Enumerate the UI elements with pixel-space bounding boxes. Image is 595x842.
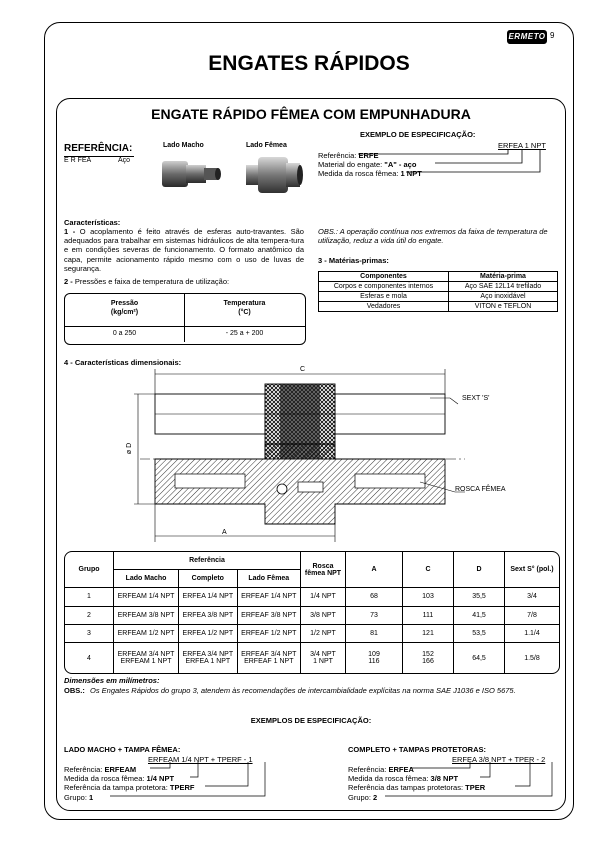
- table-row: Corpos e componentes internos Aço SAE 12L14 trefilado: [319, 282, 558, 292]
- example-left-leaders: [110, 760, 280, 805]
- example-right-code: ERFEA 3/8 NPT + TPER - 2: [452, 755, 546, 764]
- temperature-obs: OBS.: A operação contínua nos extremos da faixa de temperatura de utilização, reduz a vida útil do engate.: [318, 227, 548, 246]
- lado-macho-label: Lado Macho: [163, 142, 204, 149]
- lado-femea-label: Lado Fêmea: [246, 142, 287, 149]
- dimension-table-frame: [64, 551, 560, 674]
- materials-col-material: Matéria-prima: [449, 272, 558, 282]
- examples-heading: EXEMPLOS DE ESPECIFICAÇÃO:: [250, 716, 372, 725]
- dim-label-d: ø D: [126, 442, 134, 455]
- dim-label-a: A: [222, 529, 227, 536]
- example-left-title: LADO MACHO + TAMPA FÊMEA:: [64, 745, 181, 754]
- pressure-value: 0 a 250: [112, 330, 137, 337]
- pressure-table: [64, 293, 306, 345]
- characteristics-item-1: 1 - O acoplamento é feito através de esferas auto-travantes. São adequados para trabalhar em sistemas hidráulicos de alta tempera-tura e em condições severas de funcionamento. O formato anatômico da capa, permite acionamento rápido mesmo com o uso de luvas de segurança.: [64, 227, 304, 273]
- page-number: 9: [550, 31, 555, 40]
- cross-section-drawing: [120, 364, 560, 549]
- dim-label-c: C: [300, 366, 306, 373]
- dim-label-sext: SEXT 'S': [462, 395, 490, 402]
- dimension-units-note: Dimensões em milímetros:: [64, 676, 160, 685]
- reference-material: Aço: [118, 157, 131, 164]
- table-row: Esferas e mola Aço inoxidável: [319, 292, 558, 302]
- brand-logo: ERMETO: [507, 30, 547, 44]
- table-row: 2 ERFEAM 3/8 NPT ERFEA 3/8 NPT ERFEAF 3/8 NPT 3/8 NPT 73 111 41,5 7/8: [65, 606, 559, 624]
- table-row: 1 ERFEAM 1/4 NPT ERFEA 1/4 NPT ERFEAF 1/4 NPT 1/4 NPT 68 103 35,5 3/4: [65, 588, 559, 606]
- pressure-header: Pressão (kg/cm²): [110, 300, 139, 316]
- spec-line: Material do engate: "A" - aço: [318, 160, 417, 170]
- reference-heading: REFERÊNCIA:: [64, 143, 133, 154]
- spec-line: Referência: ERFE: [318, 151, 379, 160]
- characteristics-heading: Características:: [64, 218, 121, 227]
- spec-line: Medida da rosca fêmea: 1 NPT: [318, 169, 422, 179]
- spec-example-heading: EXEMPLO DE ESPECIFICAÇÃO:: [360, 130, 476, 139]
- example-right-leaders: [380, 760, 560, 805]
- page-title: ENGATES RÁPIDOS: [208, 52, 410, 75]
- reference-code: E R FEA: [64, 157, 92, 164]
- materials-col-components: Componentes: [319, 272, 449, 282]
- spec-example-code: ERFEA 1 NPT: [498, 141, 546, 150]
- obs-text: Os Engates Rápidos do grupo 3, atendem às recomendações de intercambialidade explícitas na norma SAE J1036 e ISO 5675.: [90, 686, 516, 695]
- section-subtitle: ENGATE RÁPIDO FÊMEA COM EMPUNHADURA: [151, 106, 471, 122]
- female-coupling-photo: [244, 153, 304, 197]
- example-right-title: COMPLETO + TAMPAS PROTETORAS:: [348, 745, 486, 754]
- table-row: 4 ERFEAM 3/4 NPT ERFEAM 1 NPT ERFEA 3/4 NPT ERFEA 1 NPT ERFEAF 3/4 NPT ERFEAF 1 NPT 3/4 NPT 1 NPT 109 116 152 166 64,5 1.5/8: [65, 643, 559, 673]
- dim-label-rosca: ROSCA FÊMEA: [455, 486, 506, 493]
- dimension-table: Grupo Referência Rosca fêmea NPT A C D Sext S° (pol.) Lado Macho Completo Lado Fêmea 1 ERFEAM 1/4 NPT ERFEA 1/4 NPT ERFEAF 1/4 NPT 1/4 NPT 68 103 35,5 3/4 2 ERFEAM 3/8 NPT ERFEA 3/8 NPT ERFEAF 3/8 NPT 3/8 NPT 73 111 41,5 7/8 3 ERFEAM 1/2 NPT ERFEA 1/2 NPT ERFEAF 1/2 NPT 1/2 NPT 81 121 53,5 1.1/4 4 ERFEAM 3/4 NPT ERFEAM 1 NPT ERFEA 3/4 NPT ERFEA 1 NPT ERFEAF 3/4 NPT ERFEAF 1 NPT 3/4 NPT 1 NPT 109 116 152 166 64,5 1.5/8: [65, 552, 559, 673]
- dimensions-heading: 4 - Características dimensionais:: [64, 358, 182, 367]
- spec-leader-lines: [350, 146, 560, 186]
- temperature-header: Temperatura (°C): [223, 300, 266, 316]
- temperature-value: - 25 a + 200: [225, 330, 264, 337]
- example-right-lines: Referência: ERFEA Medida da rosca fêmea: 3/8 NPT Referência das tampas protetoras: TPER Grupo: 2: [348, 765, 486, 802]
- materials-heading: 3 - Matérias-primas:: [318, 256, 389, 265]
- obs-label: OBS.:: [64, 686, 85, 695]
- male-coupling-photo: [160, 153, 222, 195]
- materials-table: [318, 271, 558, 312]
- example-left-code: ERFEAM 1/4 NPT + TPERF - 1: [148, 755, 253, 764]
- table-row: 3 ERFEAM 1/2 NPT ERFEA 1/2 NPT ERFEAF 1/2 NPT 1/2 NPT 81 121 53,5 1.1/4: [65, 624, 559, 642]
- table-row: Vedadores VITON e TEFLON: [319, 302, 558, 312]
- characteristics-item-2: 2 - Pressões e faixa de temperatura de utilização:: [64, 277, 230, 286]
- example-left-lines: Referência: ERFEAM Medida da rosca fêmea: 1/4 NPT Referência da tampa protetora: TPERF Grupo: 1: [64, 765, 195, 802]
